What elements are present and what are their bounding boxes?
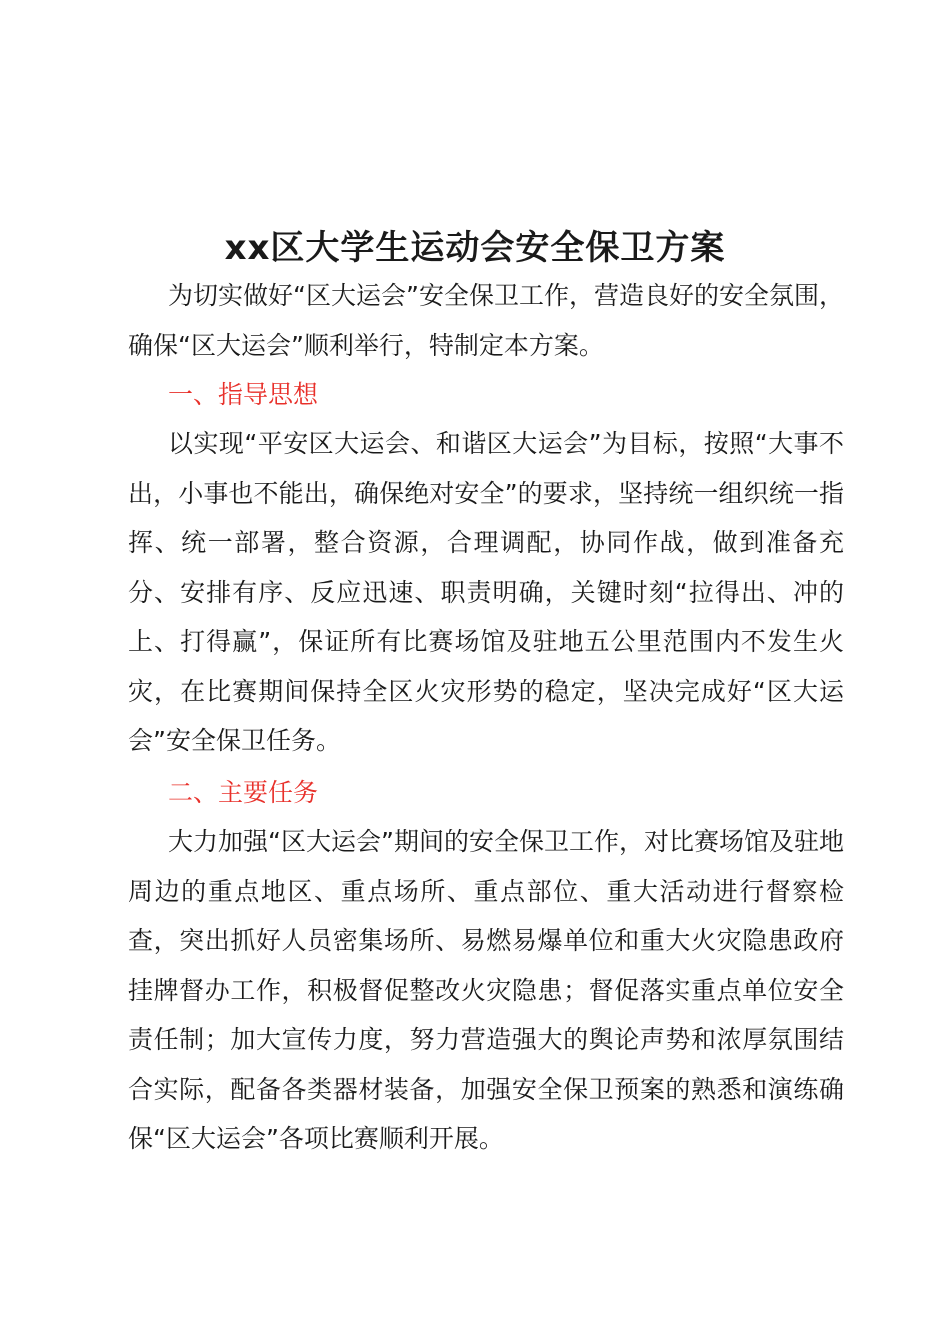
section-heading-guiding-ideology: 一、指导思想 <box>168 380 319 409</box>
section-heading-main-tasks: 二、主要任务 <box>168 778 319 807</box>
section-paragraph-guiding-ideology: 以实现“平安区大运会、和谐区大运会”为目标，按照“大事不出，小事也不能出，确保绝对安全”的要求，坚持统一组织统一指挥、统一部署，整合资源，合理调配，协同作战，做到准备充分、安排有序、反应迅速、职责明确，关键时刻“拉得出、冲的上、打得赢”，保证所有比赛场馆及驻地五公里范围内不发生火灾，在比赛期间保持全区火灾形势的稳定，坚决完成好“区大运会”安全保卫任务。 <box>128 429 844 755</box>
document-title: xx区大学生运动会安全保卫方案 <box>224 227 726 268</box>
section-paragraph-main-tasks: 大力加强“区大运会”期间的安全保卫工作，对比赛场馆及驻地周边的重点地区、重点场所、重点部位、重大活动进行督察检查，突出抓好人员密集场所、易燃易爆单位和重大火灾隐患政府挂牌督办工作，积极督促整改火灾隐患；督促落实重点单位安全责任制；加大宣传力度，努力营造强大的舆论声势和浓厚氛围结合实际，配备各类器材装备，加强安全保卫预案的熟悉和演练确保“区大运会”各项比赛顺利开展。 <box>128 827 844 1153</box>
intro-paragraph: 为切实做好“区大运会”安全保卫工作，营造良好的安全氛围，确保“区大运会”顺利举行，特制定本方案。 <box>128 281 844 360</box>
